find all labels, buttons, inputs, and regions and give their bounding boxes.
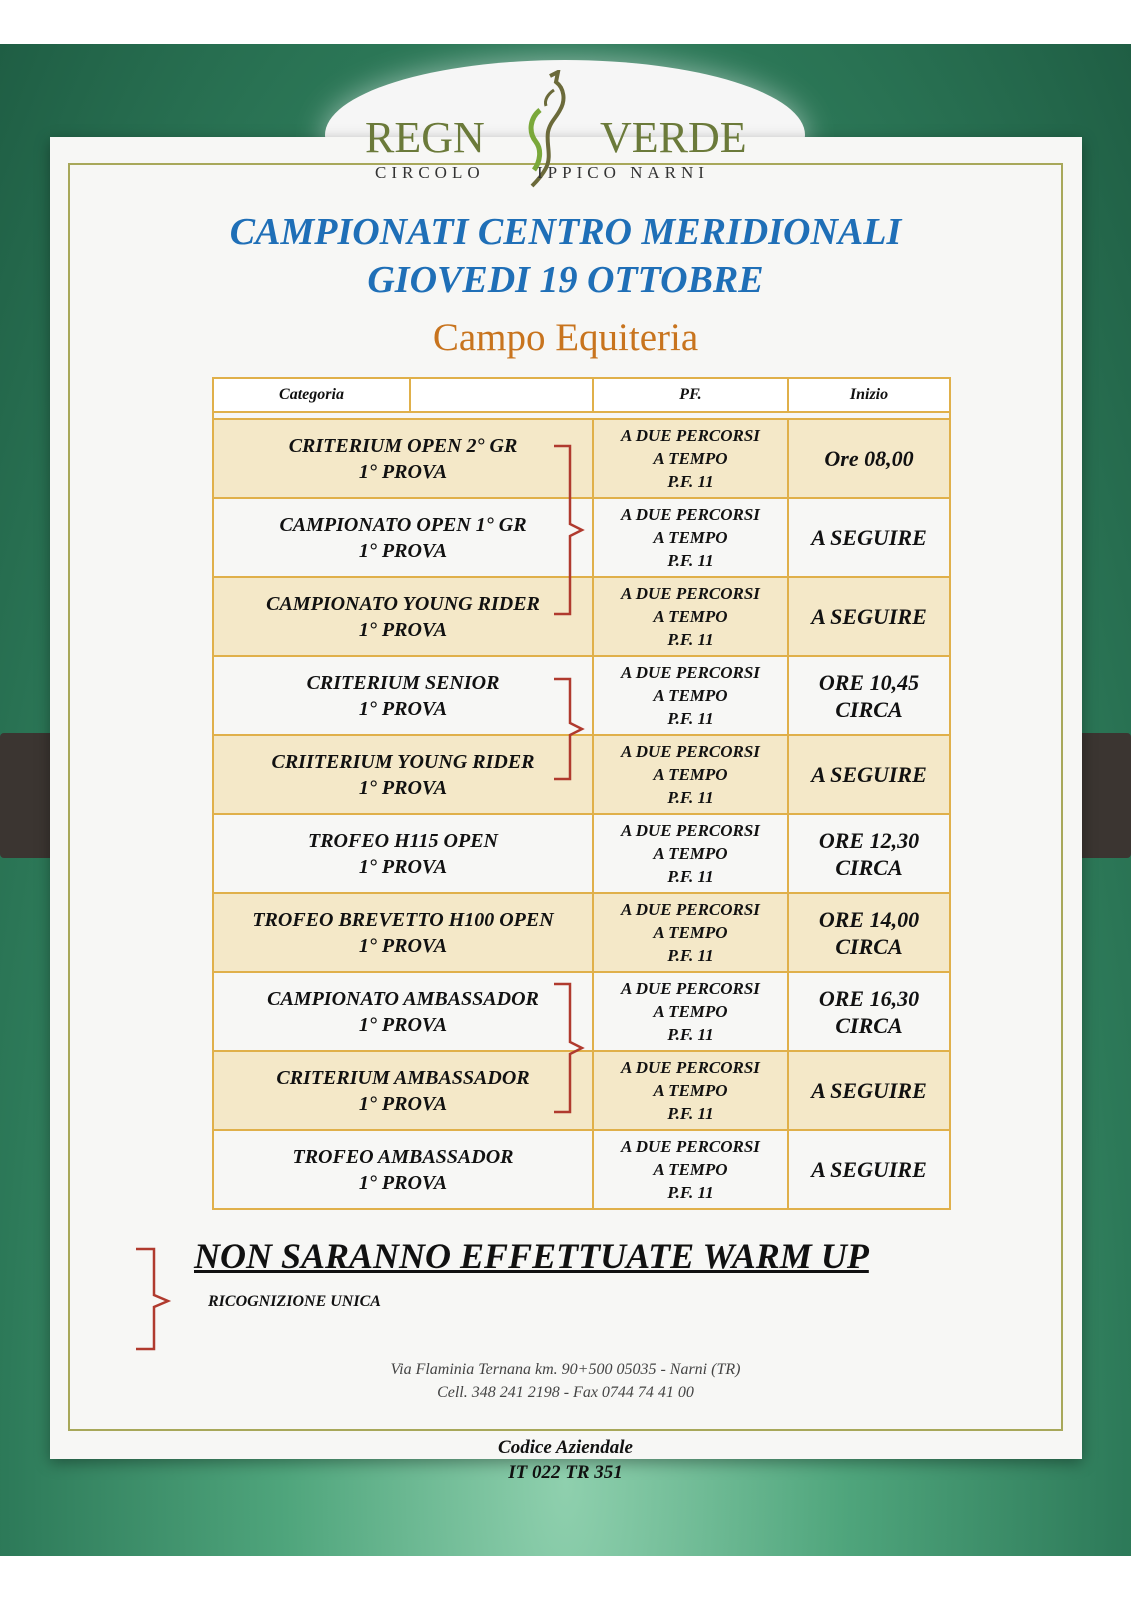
category-cell — [213, 577, 593, 656]
start-cell — [788, 972, 950, 1051]
event-title: CAMPIONATI CENTRO MERIDIONALI — [229, 211, 902, 253]
company-code-label: Codice Aziendale — [498, 1437, 633, 1458]
start-line: Ore 08,00 — [824, 446, 914, 471]
table-row — [213, 893, 950, 972]
header-blank — [410, 378, 593, 412]
category-cell — [213, 1051, 593, 1130]
start-cell — [788, 656, 950, 735]
category-cell — [213, 893, 593, 972]
pf-cell — [593, 419, 788, 498]
start-line: CIRCA — [835, 854, 903, 880]
pf-cell — [593, 1051, 788, 1130]
pf-line: P.F. 11 — [667, 1183, 714, 1202]
pf-line: P.F. 11 — [667, 630, 714, 649]
category-line: 1° PROVA — [358, 934, 448, 957]
start-line: ORE 10,45 — [818, 669, 920, 695]
category-line: CAMPIONATO OPEN 1° GR — [279, 513, 527, 536]
pf-line: A TEMPO — [653, 1002, 728, 1021]
pf-line: P.F. 11 — [667, 709, 714, 728]
bracket-group-2 — [550, 673, 600, 785]
category-line: 1° PROVA — [358, 618, 448, 641]
pf-cell — [593, 735, 788, 814]
start-line: A SEGUIRE — [811, 1078, 927, 1103]
start-line: CIRCA — [835, 1012, 903, 1038]
pf-line: A TEMPO — [653, 528, 728, 547]
pf-line: A TEMPO — [653, 686, 728, 705]
pf-line: A DUE PERCORSI — [621, 821, 760, 840]
category-line: 1° PROVA — [358, 1171, 448, 1194]
pf-line: P.F. 11 — [667, 472, 714, 491]
pf-cell — [593, 577, 788, 656]
company-code-value: IT 022 TR 351 — [508, 1462, 623, 1483]
start-cell — [788, 498, 950, 577]
pf-line: A DUE PERCORSI — [621, 663, 760, 682]
start-cell — [788, 419, 950, 498]
pf-line: P.F. 11 — [667, 1104, 714, 1123]
category-line: CRIITERIUM YOUNG RIDER — [271, 750, 535, 773]
logo-sub-left: CIRCOLO — [375, 163, 485, 182]
table-header — [213, 378, 950, 412]
pf-line: A DUE PERCORSI — [621, 584, 760, 603]
pf-line: A TEMPO — [653, 449, 728, 468]
pf-line: P.F. 11 — [667, 788, 714, 807]
category-line: 1° PROVA — [358, 539, 448, 562]
category-cell — [213, 814, 593, 893]
pf-line: P.F. 11 — [667, 1025, 714, 1044]
category-line: TROFEO AMBASSADOR — [292, 1145, 514, 1168]
start-line: ORE 14,00 — [818, 906, 920, 932]
category-line: 1° PROVA — [358, 776, 448, 799]
recognition-notice: RICOGNIZIONE UNICA — [208, 1293, 381, 1310]
category-line: CAMPIONATO AMBASSADOR — [267, 987, 539, 1010]
pf-line: A TEMPO — [653, 1081, 728, 1100]
header-gap — [213, 412, 950, 419]
logo-left-word: REGN — [365, 113, 485, 162]
category-line: CRITERIUM AMBASSADOR — [276, 1066, 530, 1089]
start-line: A SEGUIRE — [811, 1157, 927, 1182]
bracket-group-1 — [550, 440, 600, 620]
category-line: 1° PROVA — [358, 1092, 448, 1115]
pf-line: A DUE PERCORSI — [621, 1058, 760, 1077]
start-line: ORE 12,30 — [818, 827, 920, 853]
pf-line: A DUE PERCORSI — [621, 979, 760, 998]
category-cell — [213, 972, 593, 1051]
start-cell — [788, 893, 950, 972]
table-row — [213, 814, 950, 893]
start-line: ORE 16,30 — [818, 985, 920, 1011]
pf-line: A TEMPO — [653, 607, 728, 626]
pf-line: P.F. 11 — [667, 867, 714, 886]
contacts: Cell. 348 241 2198 - Fax 0744 74 41 00 — [437, 1384, 694, 1401]
pf-line: P.F. 11 — [667, 551, 714, 570]
category-line: CRITERIUM OPEN 2° GR — [288, 434, 518, 457]
start-line: A SEGUIRE — [811, 604, 927, 629]
pf-cell — [593, 656, 788, 735]
category-line: 1° PROVA — [358, 855, 448, 878]
category-line: CRITERIUM SENIOR — [306, 671, 500, 694]
start-cell — [788, 814, 950, 893]
start-line: CIRCA — [835, 696, 903, 722]
pf-cell — [593, 498, 788, 577]
category-line: TROFEO BREVETTO H100 OPEN — [252, 908, 554, 931]
table-row — [213, 1130, 950, 1209]
pf-line: A TEMPO — [653, 844, 728, 863]
category-line: CAMPIONATO YOUNG RIDER — [266, 592, 540, 615]
category-line: 1° PROVA — [358, 1013, 448, 1036]
pf-line: A DUE PERCORSI — [621, 900, 760, 919]
bracket-group-3 — [550, 978, 600, 1118]
start-line: A SEGUIRE — [811, 525, 927, 550]
header-pf: PF. — [593, 378, 788, 412]
address: Via Flaminia Ternana km. 90+500 05035 - Narni (TR) — [390, 1361, 741, 1378]
start-cell — [788, 577, 950, 656]
warm-up-notice: NON SARANNO EFFETTUATE WARM UP — [194, 1236, 869, 1276]
pf-line: P.F. 11 — [667, 946, 714, 965]
logo-right-word: VERDE — [600, 113, 747, 162]
pf-line: A DUE PERCORSI — [621, 426, 760, 445]
category-cell — [213, 735, 593, 814]
start-cell — [788, 1130, 950, 1209]
category-cell — [213, 498, 593, 577]
pf-cell — [593, 1130, 788, 1209]
pf-line: A DUE PERCORSI — [621, 505, 760, 524]
pf-line: A DUE PERCORSI — [621, 742, 760, 761]
event-date: GIOVEDI 19 OTTOBRE — [367, 259, 764, 301]
category-cell — [213, 419, 593, 498]
pf-line: A TEMPO — [653, 1160, 728, 1179]
pf-line: A DUE PERCORSI — [621, 1137, 760, 1156]
pf-cell — [593, 814, 788, 893]
category-cell — [213, 1130, 593, 1209]
logo-sub-right: IPPICO NARNI — [537, 163, 709, 182]
category-line: 1° PROVA — [358, 460, 448, 483]
category-line: TROFEO H115 OPEN — [307, 829, 499, 852]
category-cell — [213, 656, 593, 735]
header-category: Categoria — [213, 378, 410, 412]
category-line: 1° PROVA — [358, 697, 448, 720]
start-cell — [788, 1051, 950, 1130]
pf-line: A TEMPO — [653, 923, 728, 942]
pf-cell — [593, 972, 788, 1051]
header-start: Inizio — [788, 378, 950, 412]
venue-name: Campo Equiteria — [432, 316, 699, 359]
start-cell — [788, 735, 950, 814]
bracket-notes — [132, 1245, 182, 1355]
start-line: CIRCA — [835, 933, 903, 959]
start-line: A SEGUIRE — [811, 762, 927, 787]
pf-cell — [593, 893, 788, 972]
pf-line: A TEMPO — [653, 765, 728, 784]
